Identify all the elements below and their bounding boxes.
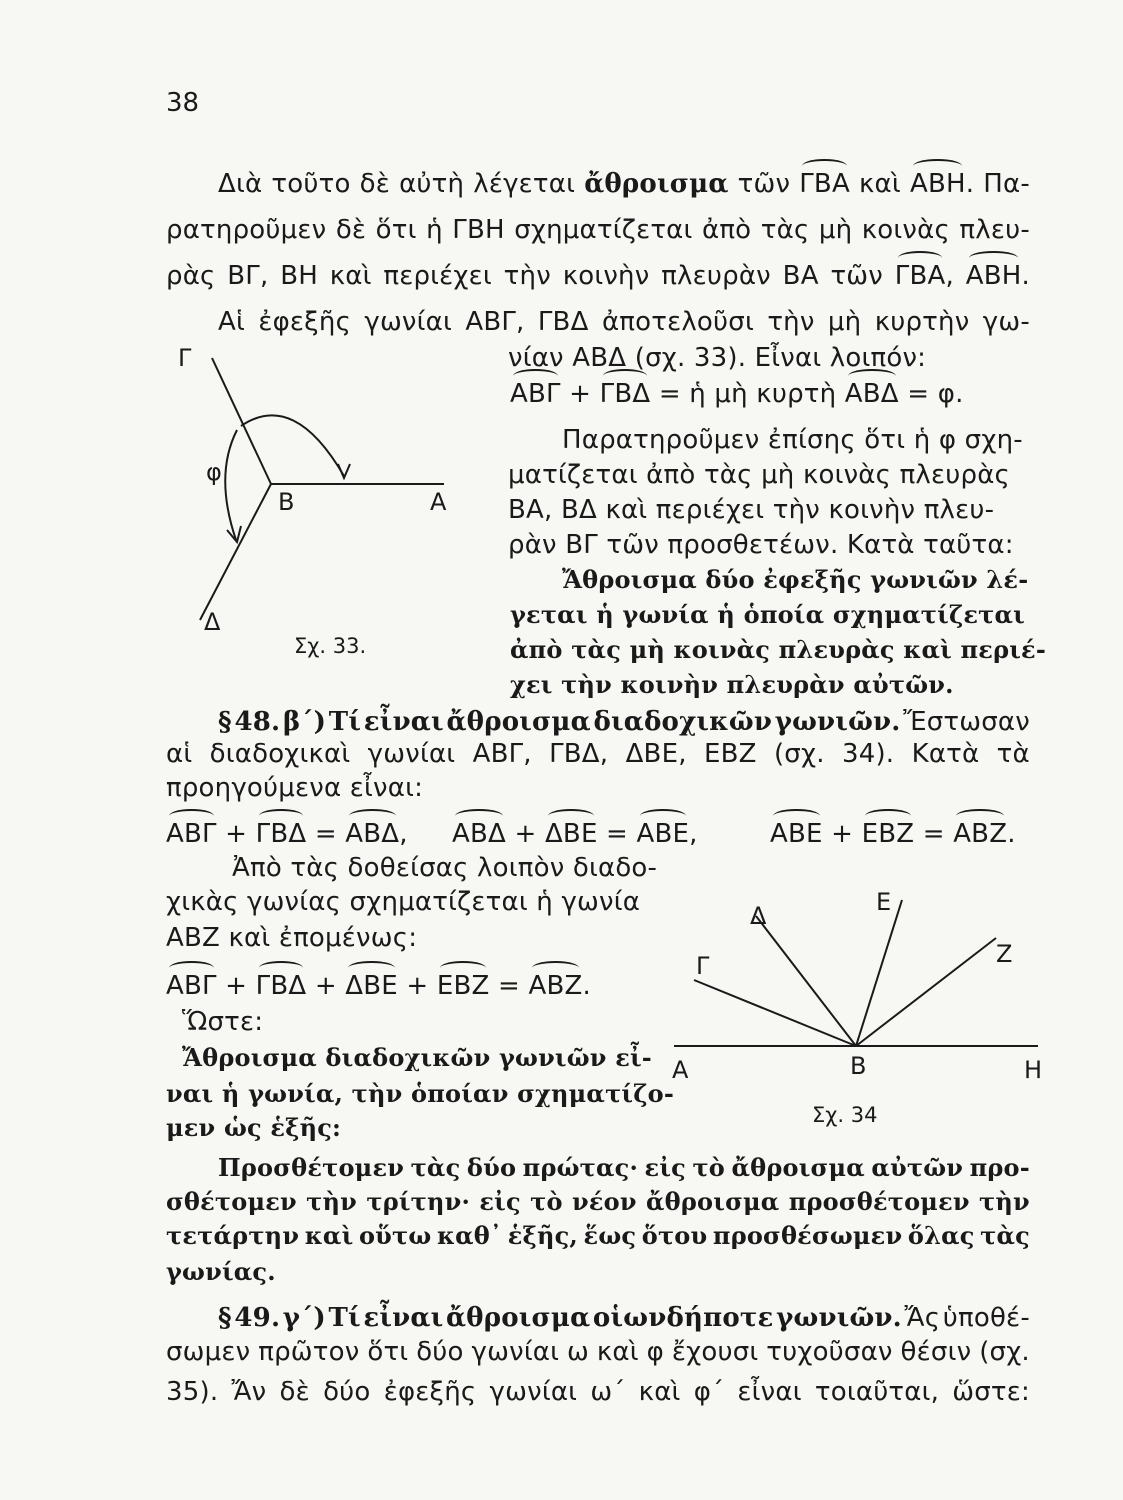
text-line: 35). Ἄν δὲ δύο ἐφεξῆς γωνίαι ω΄ καὶ φ΄ εἶναι τοιαῦται, ὥστε: — [166, 1377, 1030, 1407]
section-heading-line: § 48. β΄) Τί εἶναι ἄθροισμα διαδοχικῶν γωνιῶν. Ἔστωσαν — [218, 707, 1030, 737]
angle-symbol: ΑΒΖ — [953, 819, 1008, 849]
angle-symbol: ΕΒΖ — [436, 971, 490, 1001]
label-E: Ε — [876, 888, 892, 916]
angle-symbol: ΑΒΗ — [965, 261, 1022, 291]
text-line: Ὥστε: — [182, 1007, 264, 1037]
bold-definition-line: Ἄθροισμα διαδοχικῶν γωνιῶν εἶ- — [182, 1043, 652, 1072]
angle-symbol: ΔΒΕ — [544, 819, 598, 849]
ray-BE — [856, 900, 902, 1046]
angle-symbol: ΓΒΔ — [599, 379, 651, 409]
label-A: Α — [430, 488, 447, 516]
bold-definition-line: γεται ἡ γωνία ἡ ὁποία σχηματίζεται — [510, 600, 1025, 629]
label-phi: φ — [206, 458, 222, 486]
text-line: Ἀπὸ τὰς δοθείσας λοιπὸν διαδο- — [232, 853, 658, 883]
angle-symbol: ΑΒΕ — [770, 819, 823, 849]
arrowhead-icon — [338, 464, 350, 478]
bold-definition-line: μεν ὡς ἑξῆς: — [166, 1113, 342, 1142]
bold-definition-line: Ἄθροισμα δύο ἐφεξῆς γωνιῶν λέ- — [562, 565, 1029, 594]
equation-line: ΑΒΓ + ΓΒΔ = ΑΒΔ, — [166, 819, 408, 849]
label-Z: Ζ — [996, 940, 1013, 968]
angle-symbol: ΑΒΓ — [510, 379, 561, 409]
angle-symbol: ΓΒΑ — [894, 261, 946, 291]
angle-arc-lower — [225, 430, 237, 540]
angle-symbol: ΑΒΕ — [636, 819, 690, 849]
angle-symbol: ΔΒΕ — [345, 971, 398, 1001]
ray-BZ — [856, 938, 996, 1046]
equation-line: ΑΒΓ + ΓΒΔ + ΔΒΕ + ΕΒΖ = ΑΒΖ. — [166, 971, 591, 1001]
angle-symbol: ΑΒΓ — [166, 819, 217, 849]
angle-symbol: ΑΒΓ — [166, 971, 217, 1001]
bold-definition-line: σθέτομεν τὴν τρίτην· εἰς τὸ νέον ἄθροισμα προσθέτομεν τὴν — [166, 1187, 1030, 1216]
text-line: ρατηροῦμεν δὲ ὅτι ἡ ΓΒΗ σχηματίζεται ἀπὸ τὰς μὴ κοινὰς πλευ- — [166, 215, 1030, 245]
section-heading-line: § 49. γ΄) Τί εἶναι ἄθροισμα οἱωνδήποτε γωνιῶν. Ἄς ὑποθέ- — [218, 1303, 1030, 1333]
angle-symbol: ΑΒΖ — [528, 971, 583, 1001]
figure-33-drawing — [166, 330, 496, 670]
figure-34-drawing — [666, 878, 1050, 1138]
figure-33 — [166, 330, 496, 670]
text-line: αἱ διαδοχικαὶ γωνίαι ΑΒΓ, ΓΒΔ, ΔΒΕ, ΕΒΖ (σχ. 34). Κατὰ τὰ — [166, 739, 1030, 769]
bold-definition-line: γωνίας. — [166, 1257, 276, 1286]
label-D: Δ — [750, 902, 767, 930]
text-line: Διὰ τοῦτο δὲ αὐτὴ λέγεται ἄθροισμα τῶν ΓΒΑ καὶ ΑΒΗ. Πα- — [218, 169, 1030, 199]
angle-symbol: ΕΒΖ — [861, 819, 915, 849]
angle-symbol: ΓΒΔ — [255, 819, 307, 849]
text-line: νίαν ΑΒΔ (σχ. 33). Εἶναι λοιπόν: — [508, 343, 927, 373]
text-line: ΒΑ, ΒΔ καὶ περιέχει τὴν κοινὴν πλευ- — [508, 495, 995, 525]
label-B: Β — [278, 488, 295, 516]
equation-line: ΑΒΔ + ΔΒΕ = ΑΒΕ, — [452, 819, 698, 849]
figure-34-caption: Σχ. 34 — [812, 1103, 878, 1127]
angle-symbol: ΓΒΑ — [799, 169, 850, 199]
label-G: Γ — [178, 344, 192, 372]
ray-BD — [200, 484, 271, 620]
angle-symbol: ΓΒΔ — [255, 971, 307, 1001]
angle-symbol: ΑΒΔ — [844, 379, 899, 409]
bold-definition-line: ἀπὸ τὰς μὴ κοινὰς πλευρὰς καὶ περιέ- — [510, 635, 1046, 664]
label-B: Β — [850, 1052, 867, 1080]
text-line: σωμεν πρῶτον ὅτι δύο γωνίαι ω καὶ φ ἔχουσι τυχοῦσαν θέσιν (σχ. — [166, 1337, 1030, 1367]
label-D: Δ — [204, 608, 221, 636]
angle-symbol: ΑΒΔ — [452, 819, 507, 849]
bold-definition-line: ναι ἡ γωνία, τὴν ὁποίαν σχηματίζο- — [166, 1079, 675, 1108]
label-G: Γ — [696, 952, 710, 980]
text-line: Παρατηροῦμεν ἐπίσης ὅτι ἡ φ σχη- — [562, 425, 1023, 455]
label-A: Α — [672, 1056, 689, 1084]
label-H: Η — [1024, 1056, 1043, 1084]
angle-arc-upper — [241, 415, 344, 476]
bold-definition-line: χει τὴν κοινὴν πλευρὰν αὐτῶν. — [510, 670, 954, 699]
text-line: ΑΒΖ καὶ ἐπομένως: — [166, 923, 418, 953]
page-number: 38 — [166, 88, 200, 118]
angle-symbol: ΑΒΔ — [345, 819, 400, 849]
figure-33-caption: Σχ. 33. — [294, 634, 367, 658]
equation-line: ΑΒΕ + ΕΒΖ = ΑΒΖ. — [770, 819, 1016, 849]
text-line: Αἱ ἐφεξῆς γωνίαι ΑΒΓ, ΓΒΔ ἀποτελοῦσι τὴν μὴ κυρτὴν γω- — [218, 307, 1030, 337]
text-line: προηγούμενα εἶναι: — [166, 773, 424, 803]
text-line: ρὰς ΒΓ, ΒΗ καὶ περιέχει τὴν κοινὴν πλευρὰν ΒΑ τῶν ΓΒΑ, ΑΒΗ. — [166, 261, 1030, 291]
equation-line: ΑΒΓ + ΓΒΔ = ἡ μὴ κυρτὴ ΑΒΔ = φ. — [510, 379, 964, 409]
bold-definition-line: Προσθέτομεν τὰς δύο πρώτας· εἰς τὸ ἄθροισμα αὐτῶν προ- — [218, 1153, 1030, 1182]
angle-symbol: ΑΒΗ — [909, 169, 966, 199]
bold-definition-line: τετάρτην καὶ οὕτω καθ᾽ ἑξῆς, ἕως ὅτου προσθέσωμεν ὅλας τὰς — [166, 1221, 1030, 1250]
text-line: ματίζεται ἀπὸ τὰς μὴ κοινὰς πλευρὰς — [508, 460, 1011, 490]
text-line: χικὰς γωνίας σχηματίζεται ἡ γωνία — [166, 887, 641, 917]
figure-34 — [666, 878, 1050, 1138]
text-line: ρὰν ΒΓ τῶν προσθετέων. Κατὰ ταῦτα: — [508, 530, 1014, 560]
